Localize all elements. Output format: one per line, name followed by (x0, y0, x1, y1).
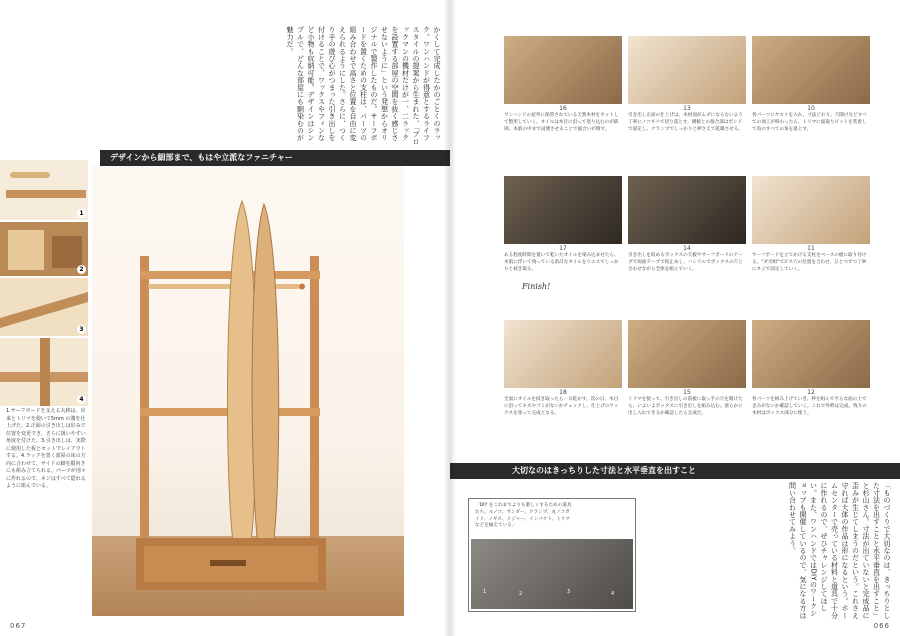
drawer-photo-drawing (0, 160, 88, 220)
tool-number-3: 3 (567, 589, 571, 595)
detail-photo-3 (0, 278, 88, 338)
step-caption: 各パーツを組み上げていき、枠を組んで平らな面の上で歪みがないか確認していく。これで外枠は完成。残りの木材はボックス部分に使う。 (752, 397, 867, 416)
step-cell-11 (752, 176, 870, 273)
detail-photo-1 (0, 160, 88, 222)
right-section-banner (450, 463, 900, 479)
step-cell-15 (628, 320, 746, 417)
step-cell-16 (504, 36, 622, 133)
step-number: 11 (807, 245, 815, 252)
right-banner-text: 大切なのはきっちりした寸法と水平垂直を出すこと (512, 466, 696, 475)
left-banner-text: デザインから細部まで、もはや立派なファニチャー (110, 153, 293, 162)
step-cell-18 (504, 320, 622, 417)
step-photo-14 (628, 176, 746, 244)
detail-number-1: 1 (77, 209, 86, 218)
rail-photo-drawing (0, 278, 88, 336)
step-photo-10 (752, 36, 870, 104)
step-number: 13 (683, 105, 691, 112)
left-intro-text: かくして完成したかのごとくのラック。ワンハンドが得意とするライフスタイルの提案から生まれた、「ブロックマンの機材だけが一、二ラックを設置する部屋の空間を抜く感じさせないように」という発想からオリジナルで製作したものだ。サーフボードを置くための支柱は、パーツの組み合わせで高さと位置を自由に変えられるようにした。さらに、つくり手の遊び心がつまった引き出しを付けることで、ワックスやフィンなど小物も収納可能。デザインはシンプルで、どんな部屋にも馴染むのが魅力だ。 (286, 26, 441, 145)
step-number: 17 (559, 245, 567, 252)
step-caption: 引き出しを収めるボックスの天板やサーフボードのテーブで両面テープで仮止めし、ハンドルでボックスの穴と合わせながら全体を組んでいく。 (628, 253, 743, 272)
step-number: 14 (683, 245, 691, 252)
right-intro-text: 「ものづくりで大切なのは、きっちりとした寸法を出すことと水平垂直を出すこと」と杉山さん。寸法が出ていないと完成品に歪みが生じてしまうのだという。これさえ守れば大体の作品は形になるという。ホームセンターで売っている材料と道具で十分に作れるので、ぜひチャレンジしてほしい。また、ワンハンドではDIYのワークショップも開催しているので、気になる方は問い合わせてみよう。 (788, 482, 891, 619)
step-photo-11 (752, 176, 870, 244)
tools-photo (471, 539, 633, 609)
detail-number-2: 2 (77, 265, 86, 274)
step-caption: 各パーツにヤスリを入れ、寸法どおり、穴開けなどすべての加工が終わったら、トリマに面取りビットを装着して角のすべての角を落とす。 (752, 113, 867, 132)
finish-label: Finish! (522, 282, 551, 291)
spread-gutter (444, 0, 456, 636)
step-cell-10 (752, 36, 870, 133)
step-photo-18 (504, 320, 622, 388)
tool-number-1: 1 (483, 589, 487, 595)
detail-photo-4 (0, 338, 88, 408)
corner-photo-drawing (0, 338, 88, 406)
step-caption: 引き出し正面の仕上げは、木材面がムダにならないよう丁寧にノコギリで切り落とす。側板との接合部はボンドで固定し、クランプでしっかりと押さえて乾燥させる。 (628, 113, 743, 132)
step-photo-15 (628, 320, 746, 388)
tools-box (468, 498, 636, 612)
step-caption: トリマを使って、引き出しの前板に取っ手の穴を開けたら、いよいよボックスに引き出しを組み込む。滑らかに出し入れできるか確認したら完成だ。 (628, 397, 743, 416)
step-number: 12 (807, 389, 815, 396)
detail-number-3: 3 (77, 325, 86, 334)
surf-rack-drawing (92, 166, 404, 616)
step-photo-12 (752, 320, 870, 388)
left-section-banner (100, 150, 450, 166)
detail-caption: 1.サーフボードを支える丸棒は、出来とトリマを使いて5mm の溝を仕上げた。2.正面の引き出しは好みで位置を変更でき、さらに扱いやすい角度を付けた。3.引き出しは、実際に使用した板とセットでレイアウトする。4.ラックを置く部屋の床の方向に合わせて、サイドの脚を縦向きにも組み立てられる。パーツが別々に作れるので、ネジはすべて隠れるように組んでいる。 (6, 408, 86, 489)
right-page (450, 0, 900, 636)
tool-number-4: 4 (611, 591, 615, 597)
joint-photo-drawing (0, 222, 88, 276)
step-photo-17 (504, 176, 622, 244)
step-number: 16 (559, 105, 567, 112)
step-caption: 全面にオイルを拭き取ったら一日乾かす。次の日、木目に沿ってキズやゴミがないかチェックし、仕上げのワックスを塗って完成となる。 (504, 397, 619, 416)
tools-caption: 「DIY をこれまでよりも楽しくするための道具たち。ルノコ、サンダー、クランプ、丸ノコガイド、ノギス、メジャー、インパクト、トリマなどを揃えている」 (475, 503, 572, 529)
step-number: 18 (559, 389, 567, 396)
detail-photo-2 (0, 222, 88, 278)
step-photo-13 (628, 36, 746, 104)
step-number: 10 (807, 105, 815, 112)
step-caption: ある程度時間を置いて乾いたオイルを染み込ませたら、木肌に浮いて残っている余計なオイルをウエスでしっかりと拭き取る。 (504, 253, 619, 272)
step-caption: ワンハンドの屋外に保管されている天然木材をカットして整形していく。オイルは木目に沿って塗り込むのが鉄則。木肌の中まで浸透させることで風合いが増す。 (504, 113, 619, 132)
step-photo-16 (504, 36, 622, 104)
step-cell-17 (504, 176, 622, 273)
right-page-number: 066 (873, 622, 890, 630)
tool-number-2: 2 (519, 591, 523, 597)
step-number: 15 (683, 389, 691, 396)
left-page-number: 067 (10, 622, 27, 630)
surf-rack-hero-photo (92, 166, 404, 616)
step-cell-12 (752, 320, 870, 417)
step-caption: サーフボードを立てかける支柱をベースの板に取り付ける。"ダボ組"でビス穴の位置を合わせ、ひとつずつ丁寧にネジで固定していく。 (752, 253, 867, 272)
detail-number-4: 4 (77, 395, 86, 404)
step-cell-13 (628, 36, 746, 133)
step-cell-14 (628, 176, 746, 273)
